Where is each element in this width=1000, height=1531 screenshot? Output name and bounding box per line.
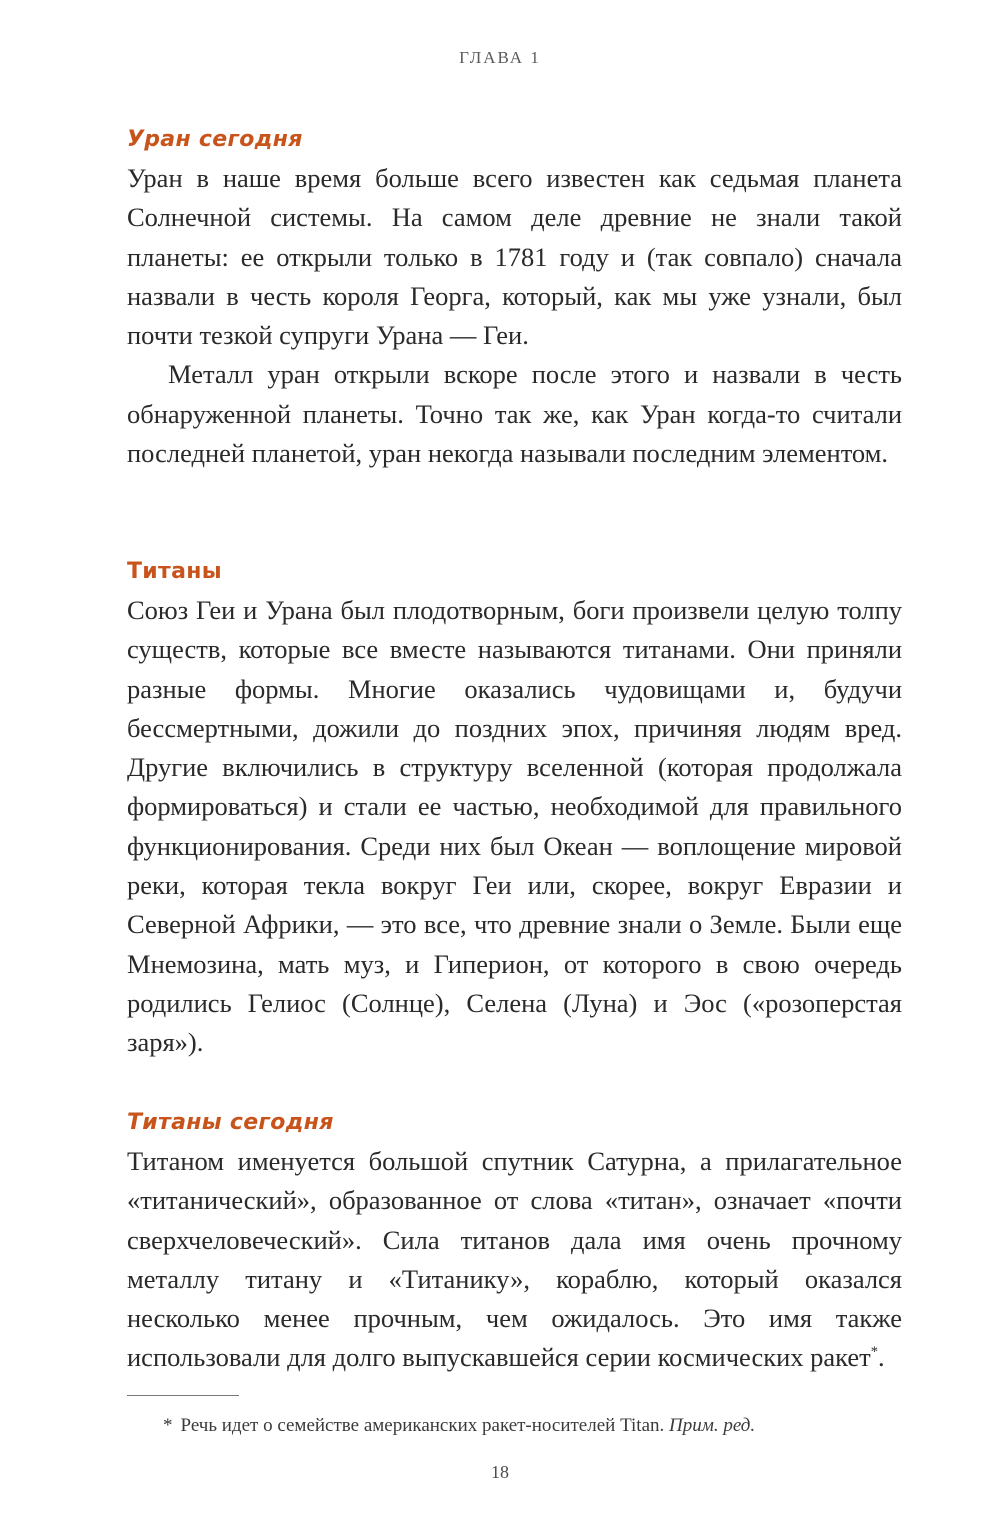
footnote-mark: * bbox=[163, 1415, 173, 1436]
running-head: ГЛАВА 1 bbox=[459, 48, 541, 67]
section-heading: Титаны сегодня bbox=[127, 1110, 334, 1135]
section-uran-today bbox=[127, 120, 902, 473]
footnote-reference: * bbox=[870, 1344, 879, 1361]
paragraph: Союз Геи и Урана был плодотворным, боги произвели целую толпу существ, которые все вместе называются титанами. Они приняли разные формы. Многие оказались чудовищами и, будучи бессмертными, дожили до поздних эпох, причиняя людям вред. Другие включились в структуру вселенной (которая продолжала формироваться) и стали ее частью, необходимой для правильного функционирования. Среди них был Океан — воплощение мировой реки, которая текла вокруг Геи или, скорее, вокруг Евразии и Северной Африки, — это все, что древние знали о Земле. Были еще Мнемозина, мать муз, и Гиперион, от которого в свою очередь родились Гелиос (Солнце), Селена (Луна) и Эос («розоперстая заря»). bbox=[127, 595, 902, 1058]
footnote bbox=[163, 1413, 923, 1439]
footnote-text: Речь идет о семействе американских ракет-носителей Titan. bbox=[180, 1415, 665, 1436]
paragraph: Металл уран открыли вскоре после этого и назвали в честь обнаруженной планеты. Точно так же, как Уран когда-то считали последней планетой, уран некогда называли последним элементом. bbox=[127, 359, 902, 469]
paragraph: Уран в наше время больше всего известен как седьмая планета Солнечной системы. На самом деле древние не знали такой планеты: ее открыли только в 1781 году и (так совпало) сначала назвали в честь короля Георга, который, как мы уже узнали, был почти тезкой супруги Урана — Геи. bbox=[127, 163, 902, 351]
section-titans bbox=[127, 552, 902, 1063]
section-titans-today bbox=[127, 1103, 902, 1378]
footnote-divider bbox=[127, 1395, 239, 1396]
paragraph-text: Титаном именуется большой спутник Сатурна, а прилагательное «титанический», образованное от слова «титан», означает «почти сверхчеловеческий». Сила титанов дала имя очень прочному металлу титану и «Титанику», кораблю, который оказался несколько менее прочным, чем ожидалось. Это имя также использовали для долго выпускавшейся серии космических ракет bbox=[127, 1146, 902, 1373]
section-heading: Уран сегодня bbox=[127, 127, 303, 152]
section-heading: Титаны bbox=[127, 559, 222, 584]
footnote-editor-note: Прим. ред. bbox=[669, 1415, 756, 1436]
paragraph: Титаном именуется большой спутник Сатурна, а прилагательное «титанический», образованное от слова «титан», означает «почти сверхчеловеческий». Сила титанов дала имя очень прочному металлу титану и «Титанику», кораблю, который оказался несколько менее прочным, чем ожидалось. Это имя также использовали для долго выпускавшейся серии космических ракет*. bbox=[127, 1146, 902, 1373]
page-number: 18 bbox=[491, 1462, 509, 1482]
